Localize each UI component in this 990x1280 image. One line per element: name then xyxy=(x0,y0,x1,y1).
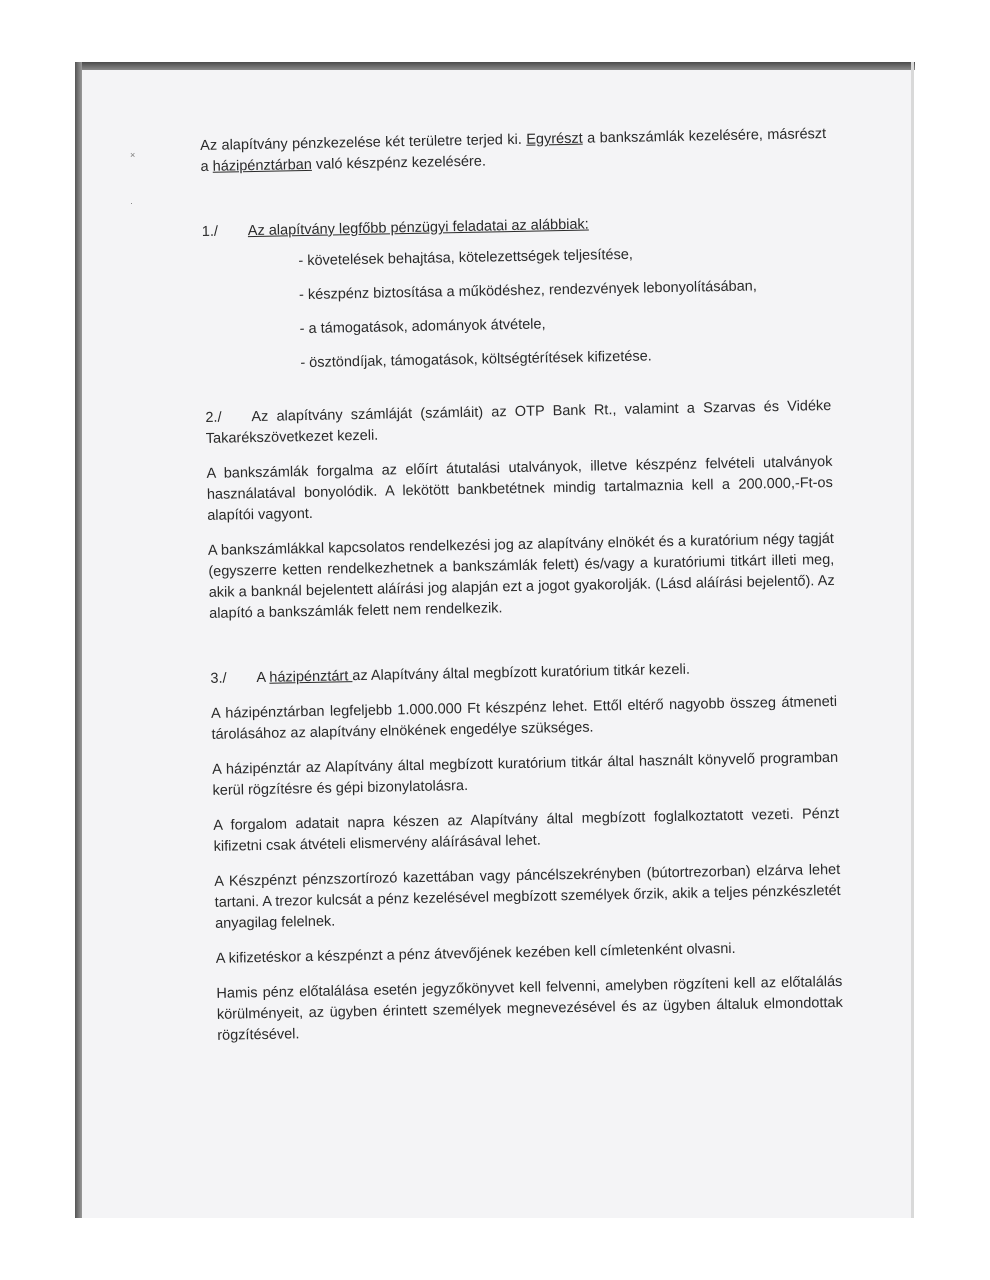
section-2-heading-text: Az alapítvány számláját (számláit) az OTP Bank Rt., valamint a Szarvas és Vidéke Takarékszövetkezet kezeli. xyxy=(205,397,832,447)
scan-speck: · xyxy=(130,198,133,208)
list-item: - ösztöndíjak, támogatások, költségtérítések kifizetése. xyxy=(300,348,652,372)
section-2-paragraph: A bankszámlákkal kapcsolatos rendelkezési jog az alapítvány elnökét és a kuratórium négy tagját (egyszerre ketten rendelkezhetnek a bankszámlák felett) és/vagy a kuratóriumi titkárt illeti meg, akik a banknál bejelentett aláírási jog alapján ezt a jogot gyakorolják. (Lásd aláírási bejelentő). Az alapító a bankszámlák felett nem rendelkezik. xyxy=(207,530,835,622)
section-1-list xyxy=(298,241,830,374)
intro-text-2: a bankszámlák kezelésére, másrészt a xyxy=(200,125,827,175)
section-1-heading xyxy=(202,210,828,243)
scan-edge-top xyxy=(75,62,915,70)
section-2-heading xyxy=(205,396,832,450)
list-item: - a támogatások, adományok átvétele, xyxy=(299,316,546,338)
section-3-paragraph: A házipénztárban legfeljebb 1.000.000 Ft készpénz lehet. Ettől eltérő nagyobb összeg átmeneti tárolásához az alapítvány elnökének engedélye szükséges. xyxy=(210,693,838,743)
list-item: - követelések behajtása, kötelezettségek teljesítése, xyxy=(298,246,634,270)
section-3-paragraph: Hamis pénz előtalálása esetén jegyzőkönyvet kell felvenni, amelyben rögzíteni kell az előtalálás körülményeit, az ügyben érintett személyek megnevezésével és az ügyben általuk elmondottak rögzítésével. xyxy=(216,973,843,1044)
intro-text-1: Az alapítvány pénzkezelése két területre terjed ki. xyxy=(200,131,527,154)
intro-underlined-egyreszt: Egyrészt xyxy=(526,130,583,148)
intro-underlined-hazipenztarban: házipénztárban xyxy=(212,156,312,175)
intro-text-3: való készpénz kezelésére. xyxy=(311,153,487,173)
section-1-title: Az alapítvány legfőbb pénzügyi feladatai az alábbiak: xyxy=(247,216,589,240)
section-3-rest: az Alapítvány által megbízott kuratórium titkár kezeli. xyxy=(352,661,691,685)
section-2-number: 2./ xyxy=(205,409,222,426)
section-3-lead: A xyxy=(256,669,270,687)
section-3-number: 3./ xyxy=(210,670,227,687)
list-item: - készpénz biztosítása a működéshez, rendezvények lebonyolításában, xyxy=(298,278,757,304)
section-3-paragraph: A Készpénzt pénzszortírozó kazettában vagy páncélszekrényben (bútortrezorban) elzárva lehet tartani. A trezor kulcsát a pénz kezelésével megbízott személyek őrzik, akik a teljes pénzkészletét anyagilag felelnek. xyxy=(214,861,841,932)
scan-speck: × xyxy=(130,150,136,160)
intro-paragraph xyxy=(200,124,827,178)
section-3-heading-text xyxy=(256,660,690,689)
section-3-paragraph: A kifizetéskor a készpénzt a pénz átvevőjének kezében kell címletenként olvasni. xyxy=(215,940,736,967)
section-3-heading xyxy=(210,657,836,690)
section-3-paragraph: A forgalom adatait napra készen az Alapítvány által megbízott foglalkoztatott vezeti. Pénzt kifizetni csak átvételi elismervény aláírásával lehet. xyxy=(213,805,840,855)
section-2-paragraph: A bankszámlák forgalma az előírt átutalási utalványok, illetve készpénz felvételi utalványok használatával bonyolódik. A lekötött bankbetétnek mindig tartalmaznia kell a 200.000,-Ft-os alapítói vagyont. xyxy=(206,453,833,524)
section-1-number: 1./ xyxy=(201,223,219,240)
document-page xyxy=(82,70,911,1218)
section-3-paragraph: A házipénztár az Alapítvány által megbízott kuratórium titkár által használt könyvelő programban kerül rögzítésre és gépi bizonylatolásra. xyxy=(212,749,839,799)
section-3-underlined-hazipenztart: házipénztárt xyxy=(269,668,353,686)
scan-edge-left xyxy=(75,62,82,1218)
scan-edge-right xyxy=(911,62,914,1218)
document-text xyxy=(200,124,843,1047)
